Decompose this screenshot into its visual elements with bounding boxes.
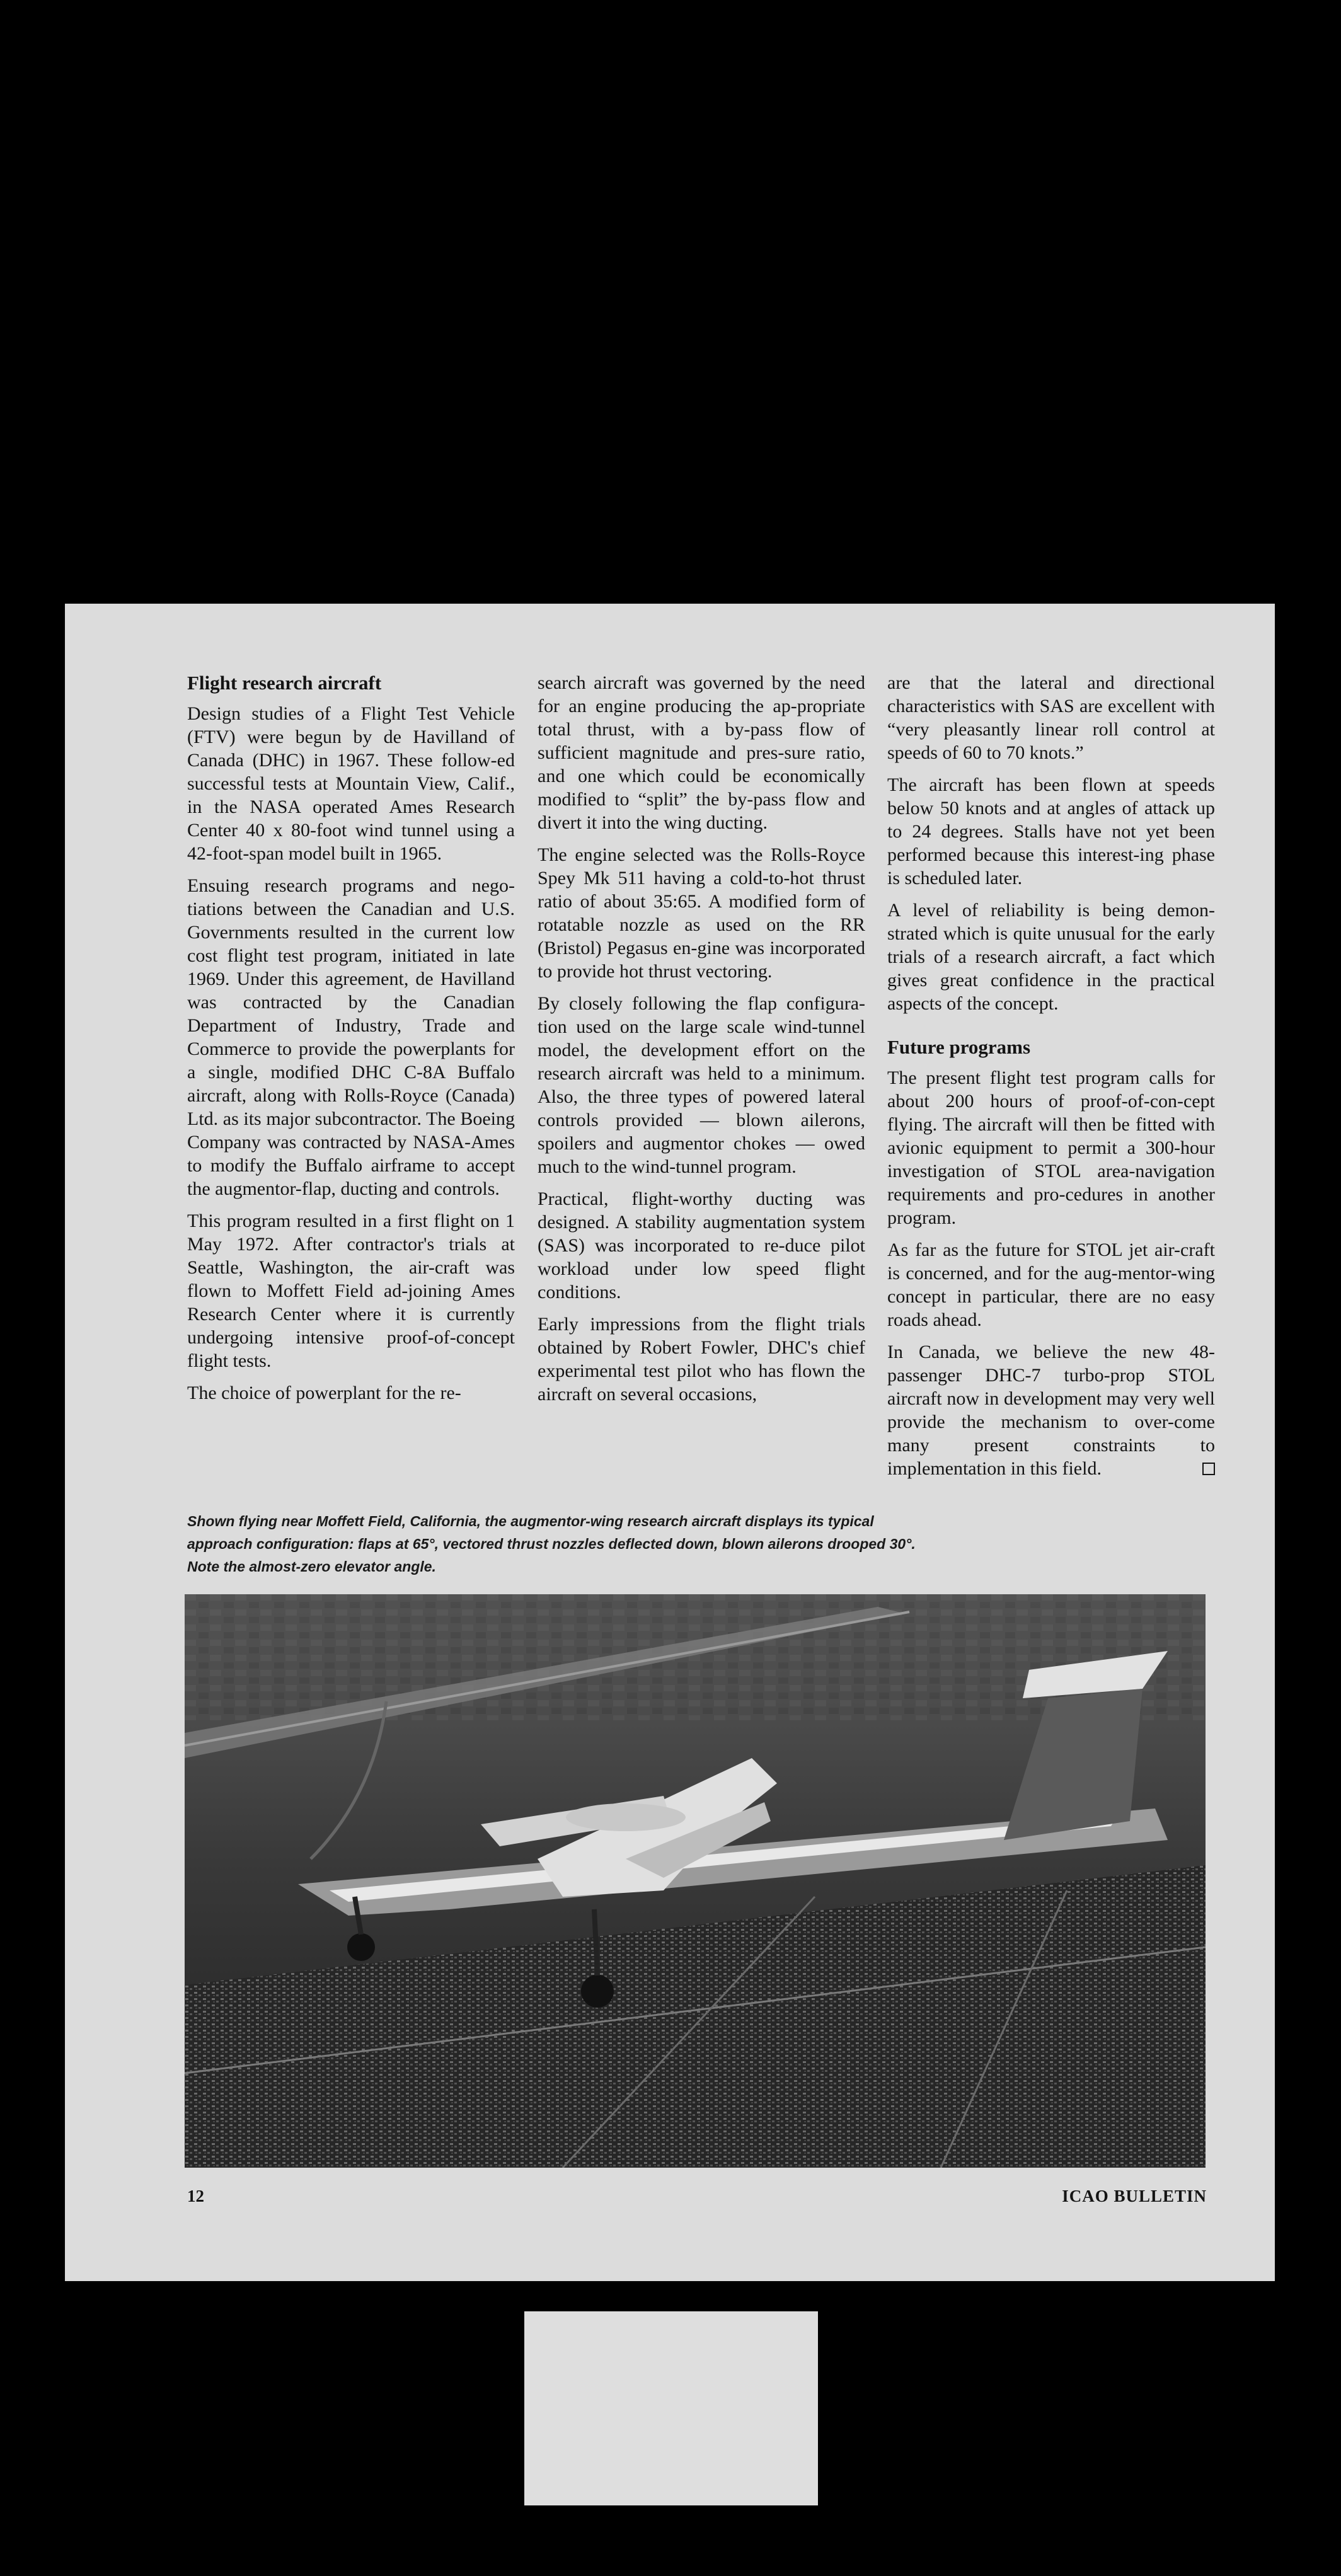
- paragraph-text: In Canada, we believe the new 48-passenger DHC-7 turbo-prop STOL aircraft now in development may very well provide the mechanism to over-come many present constraints to implementation in this field.: [887, 1342, 1215, 1479]
- photo-caption: Shown flying near Moffett Field, California, the augmentor-wing research aircraft displays its typical approach configuration: flaps at 65°, vectored thrust nozzles deflected down, blown ailerons drooped 30°. Note the almost-zero elevator angle.: [187, 1513, 916, 1575]
- paragraph: The present flight test program calls for about 200 hours of proof-of-con-cept flying. The aircraft will then be fitted with avionic equipment to permit a 300-hour investigation of STOL area-navigation requirements and pro-cedures in another program.: [887, 1067, 1215, 1228]
- paragraph: The aircraft has been flown at speeds below 50 knots and at angles of attack up to 24 degrees. Stalls have not yet been performed because this interest-ing phase is scheduled later.: [887, 774, 1215, 888]
- page-number: 12: [187, 2187, 204, 2205]
- paragraph: Ensuing research programs and nego-tiations between the Canadian and U.S. Governments resulted in the current low cost flight test program, initiated in late 1969. Under this agreement, de Havilland was contracted by the Canadian Department of Industry, Trade and Commerce to provide the powerplants for a single, modified DHC C-8A Buffalo aircraft, along with Rolls-Royce (Canada) Ltd. as its major subcontractor. The Boeing Company was contracted by NASA-Ames to modify the Buffalo airframe to accept the augmentor-flap, ducting and controls.: [187, 875, 515, 1199]
- paragraph: are that the lateral and directional characteristics with SAS are excellent with “very pleasantly linear roll control at speeds of 60 to 70 knots.”: [887, 672, 1215, 763]
- paragraph: A level of reliability is being demon-strated which is quite unusual for the early trials of a research aircraft, a fact which gives great confidence in the practical aspects of the concept.: [887, 900, 1215, 1014]
- section-heading-future-programs: Future programs: [887, 1036, 1031, 1058]
- paragraph: search aircraft was governed by the need for an engine producing the ap-propriate total thrust, with a by-pass flow of sufficient magnitude and pres-sure ratio, and one which could be economically modified to “split” the by-pass flow and divert it into the wing ducting.: [538, 672, 865, 833]
- paragraph: The choice of powerplant for the re-: [187, 1383, 461, 1403]
- aircraft-photo-illustration: [185, 1594, 1206, 2168]
- paragraph: Practical, flight-worthy ducting was designed. A stability augmentation system (SAS) was incorporated to re-duce pilot workload under low speed flight conditions.: [538, 1188, 865, 1302]
- paragraph: Early impressions from the flight trials obtained by Robert Fowler, DHC's chief experimental test pilot who has flown the aircraft on several occasions,: [538, 1314, 865, 1405]
- paragraph: As far as the future for STOL jet air-craft is concerned, and for the aug-mentor-wing concept in particular, there are no easy roads ahead.: [887, 1239, 1215, 1330]
- end-mark-icon: [1202, 1463, 1215, 1475]
- text-column-3: [887, 671, 1215, 1489]
- text-column-2: [538, 671, 865, 1415]
- publication-name: ICAO BULLETIN: [1062, 2187, 1207, 2205]
- paragraph: Design studies of a Flight Test Vehicle (FTV) were begun by de Havilland of Canada (DHC) in 1967. These follow-ed successful tests at Mountain View, Calif., in the NASA operated Ames Research Center 40 x 80-foot wind tunnel using a 42-foot-span model built in 1965.: [187, 703, 515, 864]
- text-column-1: [187, 671, 515, 1413]
- section-heading-flight-research: Flight research aircraft: [187, 672, 382, 694]
- document-page: [65, 604, 1275, 2281]
- paragraph: [887, 1340, 1215, 1480]
- paragraph: This program resulted in a first flight on 1 May 1972. After contractor's trials at Seattle, Washington, the air-craft was flown to Moffett Field ad-joining Ames Research Center where it is currently undergoing intensive proof-of-concept flight tests.: [187, 1210, 515, 1371]
- paragraph: By closely following the flap configura-tion used on the large scale wind-tunnel model, the development effort on the research aircraft was held to a minimum. Also, the three types of powered lateral controls provided — blown ailerons, spoilers and augmentor chokes — owed much to the wind-tunnel program.: [538, 993, 865, 1177]
- aircraft-photo: [185, 1594, 1206, 2168]
- blank-slip: [524, 2311, 818, 2505]
- paragraph: The engine selected was the Rolls-Royce Spey Mk 511 having a cold-to-hot thrust ratio of about 35:65. A modified form of rotatable nozzle as used on the RR (Bristol) Pegasus en-gine was incorporated to provide hot thrust vectoring.: [538, 844, 865, 982]
